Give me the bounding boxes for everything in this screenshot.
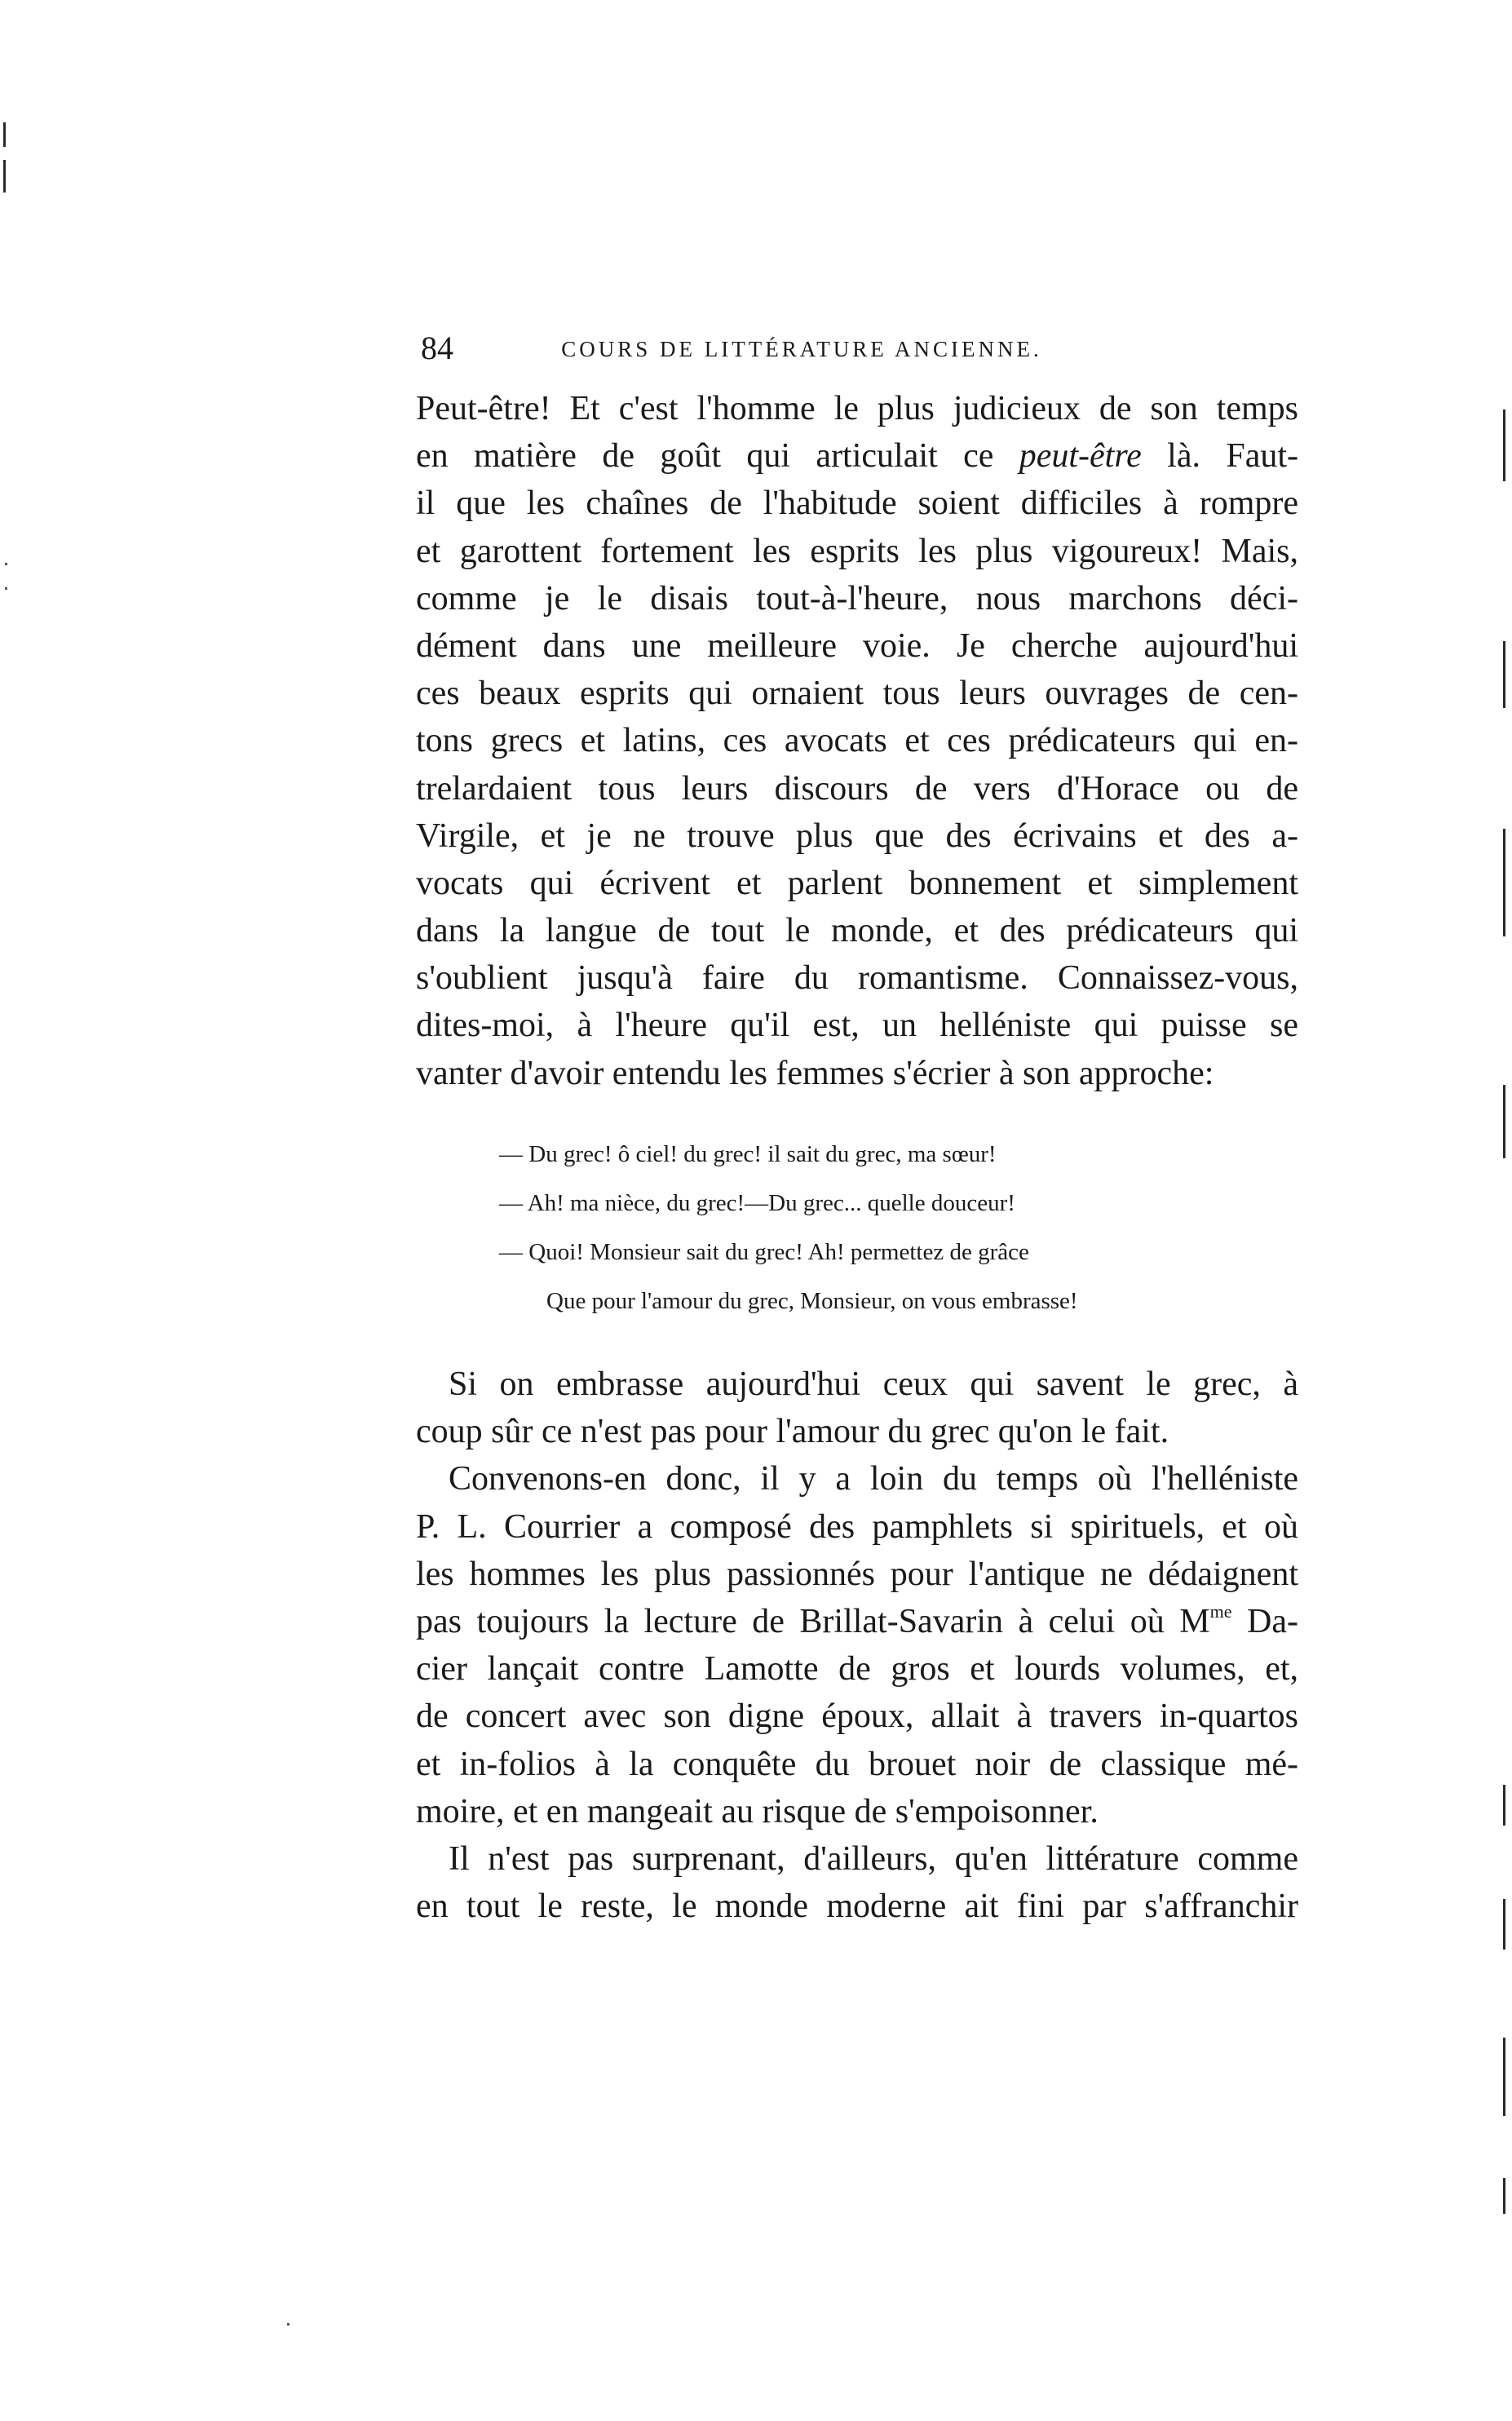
text-line: Il n'est pas surprenant, d'ailleurs, qu'en littérature comme: [449, 1839, 1298, 1878]
text-line: pas toujours la lecture de Brillat-Savarin à celui où $M^{me}$ Da-: [416, 1600, 1298, 1640]
text-line: et garottent fortement les esprits les plus vigoureux! Mais,: [416, 532, 1298, 570]
superscript: me: [1209, 1600, 1232, 1622]
text-line: s'oublient jusqu'à faire du romantisme. Connaissez-vous,: [416, 959, 1298, 998]
text-line: dans la langue de tout le monde, et des prédicateurs qui: [416, 912, 1298, 950]
scan-mark: [1503, 409, 1505, 481]
scan-speck: [287, 2323, 290, 2326]
text-line: dites-moi, à l'heure qu'il est, un helléniste qui puisse se: [416, 1007, 1298, 1045]
text-line: ces beaux esprits qui ornaient tous leurs ouvrages de cen-: [416, 675, 1298, 713]
scan-mark: [1503, 829, 1505, 936]
text-line: Peut-être! Et c'est l'homme le plus judicieux de son temps: [416, 390, 1298, 427]
scan-mark: [1503, 2178, 1505, 2214]
scan-mark: [1503, 2038, 1505, 2116]
text-line: Convenons-en donc, il y a loin du temps où l'helléniste: [449, 1460, 1298, 1498]
verse-line: — Ah! ma nièce, du grec!—Du grec... quelle douceur!: [499, 1190, 1015, 1216]
scan-mark: [1503, 641, 1505, 708]
scan-mark: [1503, 1085, 1505, 1158]
text-line: en matière de goût qui articulait ce peut-être là. Faut-: [416, 437, 1299, 476]
paragraph-1: [416, 385, 1298, 1097]
scan-speck: [5, 563, 7, 565]
paragraphs-2-4: [416, 1361, 1298, 1930]
text-line: coup sûr ce n'est pas pour l'amour du grec qu'on le fait.: [416, 1413, 1169, 1451]
verse-line: — Quoi! Monsieur sait du grec! Ah! permettez de grâce: [499, 1239, 1029, 1265]
scan-speck: [5, 587, 7, 590]
text-line: et in-folios à la conquête du brouet noir de classique mé-: [416, 1745, 1298, 1783]
text-line: tons grecs et latins, ces avocats et ces prédicateurs qui en-: [416, 722, 1298, 760]
text-line: les hommes les plus passionnés pour l'antique ne dédaignent: [416, 1555, 1298, 1593]
page-number: 84: [421, 330, 453, 366]
text-line: moire, et en mangeait au risque de s'empoisonner.: [416, 1792, 1099, 1830]
text-line: Virgile, et je ne trouve plus que des écrivains et des a-: [416, 817, 1298, 855]
page-header: [421, 328, 1091, 369]
text-line: cier lançait contre Lamotte de gros et lourds volumes, et,: [416, 1650, 1298, 1689]
italic-word: peut-être: [1019, 437, 1142, 476]
text-line: dément dans une meilleure voie. Je cherche aujourd'hui: [416, 626, 1298, 665]
verse-line: — Du grec! ô ciel! du grec! il sait du grec, ma sœur!: [499, 1141, 997, 1167]
running-head: COURS DE LITTÉRATURE ANCIENNE.: [561, 337, 1042, 361]
text-line: en tout le reste, le monde moderne ait fini par s'affranchir: [416, 1888, 1298, 1926]
text-line: de concert avec son digne époux, allait à travers in-quartos: [416, 1697, 1298, 1736]
verse-line: Que pour l'amour du grec, Monsieur, on vous embrasse!: [546, 1288, 1078, 1314]
text-line: trelardaient tous leurs discours de vers d'Horace ou de: [416, 769, 1298, 808]
text-line: Si on embrasse aujourd'hui ceux qui savent le grec, à: [449, 1365, 1298, 1403]
scan-mark: [3, 160, 6, 193]
text-line: comme je le disais tout-à-l'heure, nous marchons déci-: [416, 579, 1298, 617]
scan-mark: [1503, 1785, 1505, 1826]
text-line: vanter d'avoir entendu les femmes s'écrier à son approche:: [416, 1054, 1214, 1092]
verse-quotation: [499, 1130, 1233, 1326]
scan-mark: [1503, 1899, 1505, 1950]
scan-mark: [3, 122, 6, 147]
text-line: il que les chaînes de l'habitude soient difficiles à rompre: [416, 485, 1298, 523]
text-line: P. L. Courrier a composé des pamphlets si spirituels, et où: [416, 1507, 1298, 1546]
text-line: vocats qui écrivent et parlent bonnement et simplement: [416, 864, 1298, 902]
